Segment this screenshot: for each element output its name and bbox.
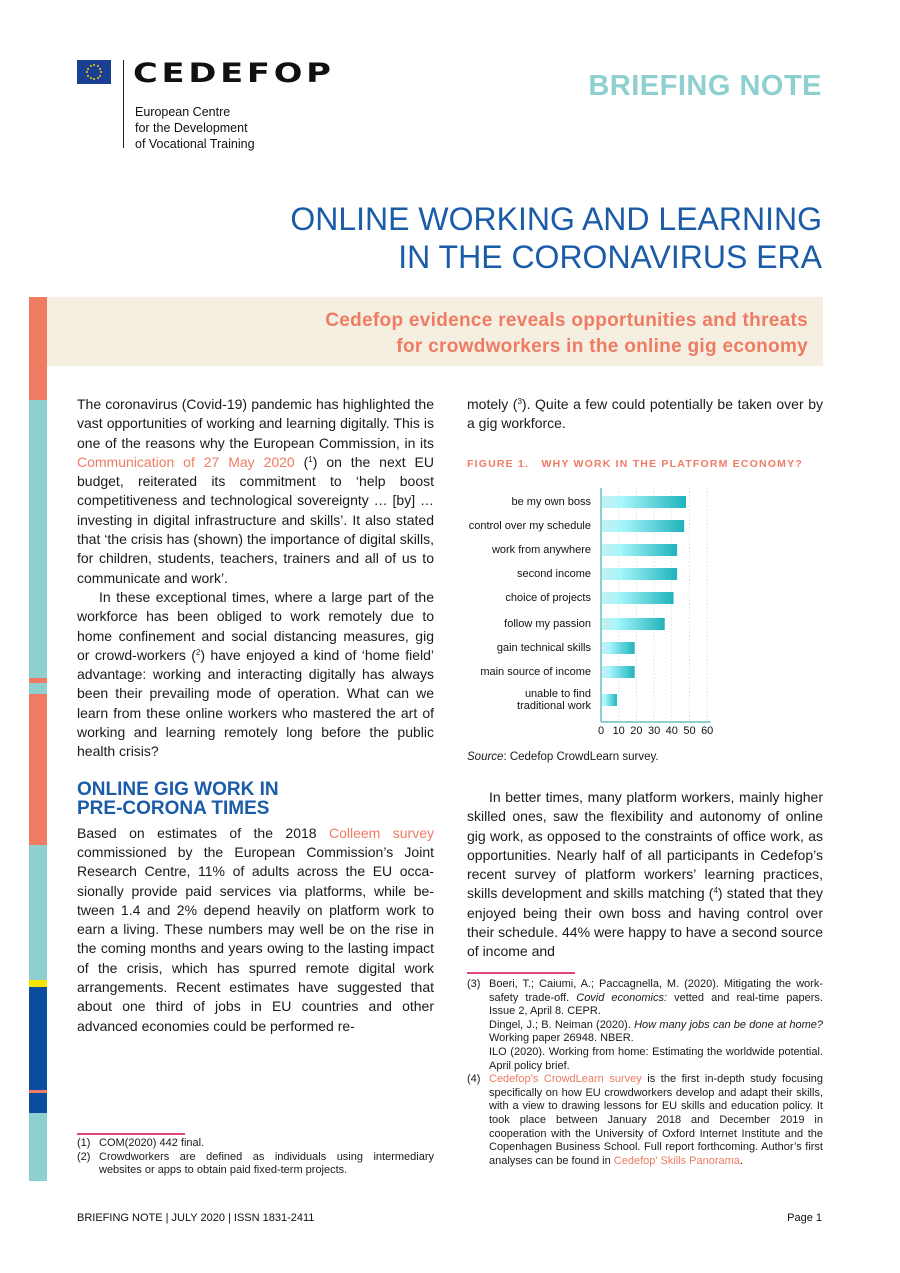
x-tick-label: 10 xyxy=(612,725,625,737)
cedefop-logo: CEDEFOP xyxy=(133,58,335,89)
text-run: . xyxy=(739,1154,743,1167)
decor-strip-teal-3 xyxy=(29,845,47,980)
text-run: is the first in-depth study focusing specifically on how EU crowdworkers develop and adapt their skills, with a view to drawing lessons for EU skills and education policy. It took place between January 2018 and December 2019 in cooperation with the University of Oxford Internet Institute and the Copenhagen Business School. Full report forthcoming. Author’s first analyses can be found in xyxy=(489,1073,823,1167)
eu-star-icon xyxy=(93,78,95,80)
text-run: commissioned by the European Commission’s Joint Research Centre, 11% of adults across the EU occasionally provide paid services via platforms, while between 1.4 and 2% depend heavily on platform work to earn a living. These numbers may well be on the rise in the coming months and years owing to the lasting impact of the crisis, which has spurred remote digital work arrangements. Recent estimates have suggested that about one third of jobs in EU countries and other advanced economies could be performed re- xyxy=(77,843,434,1034)
text-run: Dingel, J.; B. Neiman (2020). xyxy=(489,1018,635,1031)
page-subtitle xyxy=(325,308,808,360)
document-type-label: BRIEFING NOTE xyxy=(588,70,822,102)
decor-strip-yellow xyxy=(29,980,47,987)
x-tick-label: 0 xyxy=(597,725,605,737)
eu-star-icon xyxy=(90,65,92,67)
text-run: Working paper 26948. NBER. xyxy=(489,1032,634,1045)
x-tick-label: 60 xyxy=(701,725,714,737)
category-label xyxy=(492,544,591,556)
logo-subtitle xyxy=(135,104,255,152)
bar-control-over-my-schedule xyxy=(601,520,684,532)
footnote-text: Crowdworkers are defined as individuals using intermediary websites or apps to obtain paid fixed-term projects. xyxy=(99,1150,434,1177)
eu-star-icon xyxy=(93,64,95,66)
x-tick-label: 50 xyxy=(683,725,696,737)
decor-strip-teal-1 xyxy=(29,400,47,678)
eu-star-icon xyxy=(97,65,99,67)
figure-title: FIGURE 1. WHY WORK IN THE PLATFORM ECONOMY? xyxy=(467,458,803,470)
eu-flag-icon xyxy=(77,60,111,84)
page-title xyxy=(290,200,822,276)
decor-strip-navy-1 xyxy=(29,987,47,1090)
paragraph-colleem xyxy=(77,824,434,1036)
subtitle-line: for crowdworkers in the online gig economy xyxy=(396,336,808,357)
category-label xyxy=(517,688,591,712)
eu-star-icon xyxy=(99,68,101,70)
source-text: : Cedefop CrowdLearn survey. xyxy=(503,751,659,763)
text-run: In better times, many platform workers, mainly higher skilled ones, saw the flexibility and autonomy of online gig work, as opposed to the constraints of office work, as opportunities. Nearly half of all participants in Cedefop’s recent survey of platform workers’ learning practices, skills development and skills matching ( xyxy=(467,789,823,902)
bar-unable-to-find-traditional-work xyxy=(601,694,617,706)
category-label xyxy=(469,520,591,532)
reference-dingel xyxy=(489,1019,823,1046)
page-number: Page 1 xyxy=(787,1212,822,1224)
crowdlearn-survey-link[interactable]: Cedefop’s CrowdLearn survey xyxy=(489,1073,642,1086)
text-run: ). Quite a few could potentially be taken over by a gig workforce. xyxy=(467,396,823,432)
bar-be-my-own-boss xyxy=(601,496,686,508)
bar-work-from-anywhere xyxy=(601,544,677,556)
text-run: vetted and real-time papers. Issue 2, April 8. CEPR. xyxy=(489,991,823,1018)
footnote-rule xyxy=(77,1133,185,1135)
reference-boeri xyxy=(489,978,823,1019)
title-line: IN THE CORONAVIRUS ERA xyxy=(398,239,822,275)
heading-line: PRE-CORONA TIMES xyxy=(77,797,270,819)
category-label-line: unable to find xyxy=(524,688,591,700)
footnote-ref[interactable]: 2 xyxy=(195,647,201,657)
right-column-top xyxy=(467,395,823,434)
category-label-line: control over my schedule xyxy=(468,520,591,532)
category-label xyxy=(505,592,591,604)
paragraph-continued xyxy=(467,395,823,434)
x-tick-label: 40 xyxy=(665,725,678,737)
paragraph-exceptional-times xyxy=(77,588,434,762)
decor-strip-teal-4 xyxy=(29,1113,47,1181)
logo-divider xyxy=(123,60,124,148)
text-run: Based on estimates of the 2018 xyxy=(77,824,329,841)
logo-subtitle-line: European Centre xyxy=(135,105,231,119)
text-run: The coronavirus (Covid-19) pandemic has highlighted the vast opportunities of working and learning digitally. This is one of the reasons why the European Commission, in its xyxy=(77,396,434,451)
logo-subtitle-line: of Vocational Training xyxy=(135,137,255,151)
bar-choice-of-projects xyxy=(601,592,674,604)
eu-star-icon xyxy=(87,75,89,77)
skills-panorama-link[interactable]: Cedefop’ Skills Panorama xyxy=(613,1154,740,1167)
category-label-line: main source of income xyxy=(480,666,591,678)
chart xyxy=(467,488,727,743)
footnote-1 xyxy=(77,1137,434,1151)
footnote-text: COM(2020) 442 final. xyxy=(99,1137,205,1149)
section-heading xyxy=(77,780,434,818)
category-label xyxy=(480,666,591,678)
bar-follow-my-passion xyxy=(601,618,665,630)
footnote-3 xyxy=(467,978,823,1073)
left-column xyxy=(77,395,434,1036)
communication-link[interactable]: Communication of 27 May 2020 xyxy=(77,453,295,470)
paragraph-intro: The coronavirus (Covid-19) pandemic has highlighted the vast opportunities of working and learning digitally. This is one of the reasons why the European Commission, in its Communication of 27 May 2020 ($^1$) on the next EU budget, reiterated its commitment to ‘help boost competitiveness and technological sovereignty … [by] … investing in digital infrastructure and skills’. It also stated that ‘the crisis has (shown) the importance of digital skills, for children, students, teachers, trainers and all of us to communicate and work’. xyxy=(77,396,434,586)
decor-strip-coral-1 xyxy=(29,297,47,400)
source-label: Source xyxy=(467,751,504,763)
eu-star-icon xyxy=(99,75,101,77)
footnote-number: (2) xyxy=(77,1150,91,1163)
text-run-italic: How many jobs can be done at home? xyxy=(634,1018,823,1031)
left-footnotes xyxy=(77,1133,434,1178)
text-run: ) stated that they enjoyed being their own boss and having control over their schedule. 44% were happy to have a second source of income and xyxy=(467,885,823,960)
x-tick-label: 20 xyxy=(630,725,643,737)
category-label-line: second income xyxy=(517,568,591,580)
title-line: ONLINE WORKING AND LEARNING xyxy=(290,201,822,237)
footnote-ref[interactable]: 3 xyxy=(517,397,522,406)
footnote-4 xyxy=(467,1073,823,1168)
subtitle-line: Cedefop evidence reveals opportunities and threats xyxy=(325,310,808,331)
eu-star-icon xyxy=(97,77,99,79)
category-label xyxy=(517,568,591,580)
figure-source xyxy=(467,751,659,763)
bar-second-income xyxy=(601,568,677,580)
footer-info: BRIEFING NOTE | JULY 2020 | ISSN 1831-2411 xyxy=(77,1212,315,1224)
footnote-ref[interactable]: 1 xyxy=(308,454,313,464)
footnote-number: (4) xyxy=(467,1073,481,1086)
category-label-line: follow my passion xyxy=(504,618,591,630)
decor-strip-teal-2 xyxy=(29,683,47,694)
category-label-line: work from anywhere xyxy=(491,544,591,556)
category-label xyxy=(512,496,591,508)
text-run-italic: Covid economics: xyxy=(576,991,668,1004)
eu-star-icon xyxy=(87,68,89,70)
footnote-number: (1) xyxy=(77,1137,91,1149)
footnote-ref[interactable]: 4 xyxy=(713,886,718,896)
category-label-line: traditional work xyxy=(517,700,591,712)
footnote-text xyxy=(489,978,823,1073)
footnote-rule xyxy=(467,972,575,974)
footnote-number: (3) xyxy=(467,978,481,990)
eu-star-icon xyxy=(86,71,88,73)
x-axis-ticks xyxy=(599,725,727,741)
category-labels xyxy=(467,488,591,728)
x-tick-label: 30 xyxy=(647,725,661,737)
right-footnotes xyxy=(467,972,823,1168)
heading-line: ONLINE GIG WORK IN xyxy=(77,778,279,800)
bar-main-source-of-income xyxy=(601,666,635,678)
chart-plot xyxy=(599,488,727,728)
category-label xyxy=(504,618,591,630)
category-label-line: gain technical skills xyxy=(496,642,591,654)
logo-subtitle-line: for the Development xyxy=(135,121,248,135)
text-run: ILO (2020). Working from home: Estimating the worldwide potential. April policy brief. xyxy=(489,1045,823,1072)
footnote-2 xyxy=(77,1151,434,1178)
paragraph-better-times xyxy=(467,788,823,962)
decor-strip-navy-2 xyxy=(29,1093,47,1113)
footnote-text xyxy=(489,1073,823,1168)
category-label xyxy=(497,642,591,654)
eu-star-icon xyxy=(90,77,92,79)
text-run: motely ( xyxy=(467,396,518,412)
text-run: ) have enjoyed a kind of ‘home field’ advantage: working and interacting digitally has always been their prevailing mode of operation. What can we learn from these online workers who mastered the art of working and learning remotely long before the public health crisis? xyxy=(77,646,434,760)
text-run: on the next EU budget, reiterated its commitment to ‘help boost competitiveness and technological sovereignty … [by] … investing in digital infrastructure and skills’. It also stated that ‘the crisis has (shown) the importance of digital skills, for children, students, teachers, trainers and all of us to communicate and work’. xyxy=(77,453,434,586)
right-column-bottom xyxy=(467,788,823,962)
text-run: Boeri, T.; Caiumi, A.; Paccagnella, M. (2020). Mitigating the work-safety trade-off. xyxy=(489,978,823,1004)
eu-star-icon xyxy=(100,71,102,73)
category-label-line: choice of projects xyxy=(505,592,591,604)
bar-gain-technical-skills xyxy=(601,642,635,654)
category-label-line: be my own boss xyxy=(511,496,591,508)
colleem-survey-link[interactable]: Colleem survey xyxy=(328,824,434,841)
reference-ilo xyxy=(489,1046,823,1073)
decor-strip-coral-3 xyxy=(29,694,47,845)
text-run: In these exceptional times, where a large part of the workforce has been obliged to work remotely due to home confinement and social distancing measures, gig or crowd-workers ( xyxy=(77,588,434,663)
